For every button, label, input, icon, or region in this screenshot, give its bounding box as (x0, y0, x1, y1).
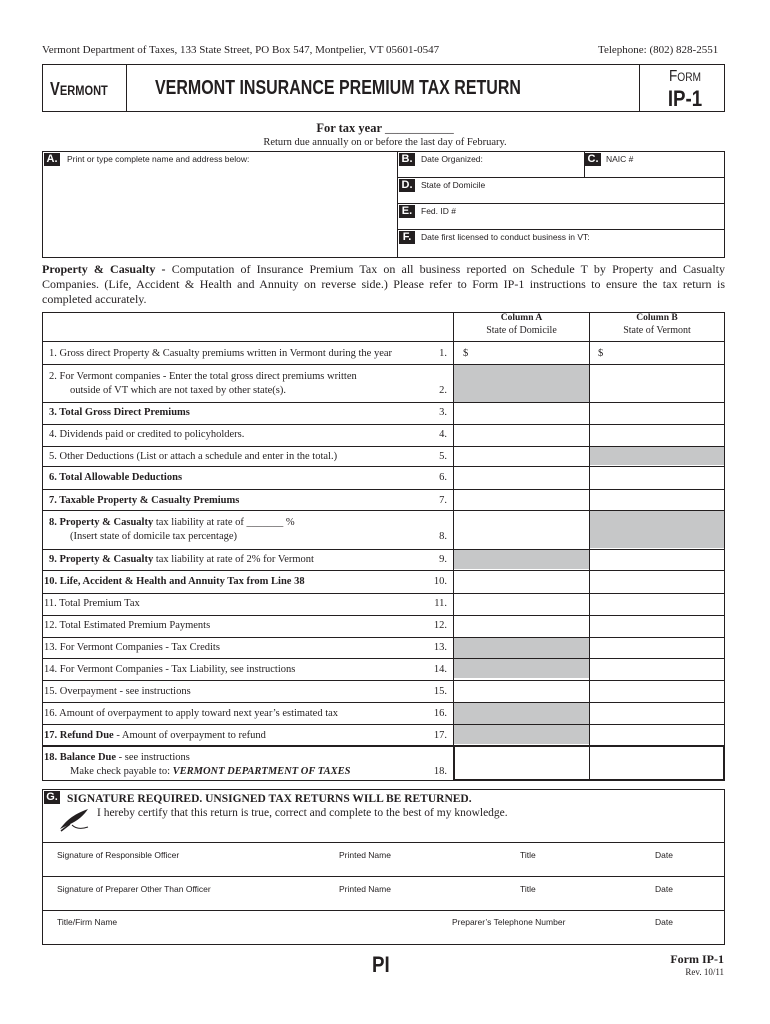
quill-pen-icon (58, 807, 92, 833)
line-18b-input[interactable] (591, 748, 722, 779)
printed-name-label-1: Printed Name (339, 850, 391, 860)
line-6b-input[interactable] (591, 468, 723, 488)
vermont-logo-text: VERMONT (50, 79, 108, 99)
shaded-cell-16-17a (454, 702, 589, 744)
line-11a-input[interactable] (455, 595, 588, 614)
line-17b-input[interactable] (591, 726, 723, 744)
line-8-number: 8. (439, 531, 447, 542)
box-a-letter: A. (44, 153, 60, 166)
date-first-licensed-field[interactable] (590, 230, 724, 256)
fed-id-field[interactable] (465, 204, 724, 228)
title-firm-name-label: Title/Firm Name (57, 917, 118, 927)
line-3a-input[interactable] (455, 404, 588, 423)
line-3-label: 3. Total Gross Direct Premiums (49, 407, 190, 418)
signature-required-notice: SIGNATURE REQUIRED. UNSIGNED TAX RETURNS WILL BE RETURNED. (67, 793, 472, 805)
line-9-number: 9. (439, 554, 447, 565)
line-15a-input[interactable] (455, 682, 588, 701)
page-code: PI (372, 952, 390, 977)
line-3-number: 3. (439, 407, 447, 418)
line-11b-input[interactable] (591, 595, 723, 614)
line-18-label: 18. Balance Due - see instructions (44, 752, 190, 763)
box-a-label: Print or type complete name and address below: (67, 154, 250, 164)
line-4-number: 4. (439, 429, 447, 440)
line-2-number: 2. (439, 385, 447, 396)
intro-bold: Property & Casualty - (42, 262, 172, 276)
line-14-label: 14. For Vermont Companies - Tax Liability, see instructions (44, 664, 296, 675)
printed-name-label-2: Printed Name (339, 884, 391, 894)
line-11-number: 11. (434, 598, 447, 609)
line-8-label-cont: (Insert state of domicile tax percentage) (70, 531, 238, 542)
column-b-subtitle: State of Vermont (623, 325, 691, 336)
line-7a-input[interactable] (455, 491, 588, 509)
tax-year-label: For tax year (316, 121, 382, 135)
responsible-officer-signature-label: Signature of Responsible Officer (57, 850, 180, 860)
line-6-number: 6. (439, 472, 447, 483)
responsible-officer-signature-field[interactable] (44, 861, 723, 875)
line-16-label: 16. Amount of overpayment to apply toward next year’s estimated tax (44, 708, 339, 719)
tax-year-input[interactable]: ___________ (384, 121, 454, 135)
line-10a-input[interactable] (455, 572, 588, 592)
state-of-domicile-field[interactable] (490, 178, 724, 202)
line-5-label: 5. Other Deductions (List or attach a schedule and enter in the total.) (49, 451, 338, 462)
box-c-label: NAIC # (606, 154, 634, 164)
line-12b-input[interactable] (591, 617, 723, 636)
line-5-number: 5. (439, 451, 447, 462)
line-1b-input[interactable] (607, 343, 723, 363)
date-label-1: Date (655, 850, 673, 860)
box-g-letter: G. (44, 791, 60, 804)
column-a-title: Column A (500, 313, 543, 323)
intro-paragraph (42, 262, 725, 307)
line-17-label: 17. Refund Due - Amount of overpayment to refund (44, 730, 266, 741)
line-18-payee-line: Make check payable to: VERMONT DEPARTMENT OF TAXES (70, 766, 351, 777)
line-14-number: 14. (433, 664, 447, 675)
line-3b-input[interactable] (591, 404, 723, 423)
shaded-cell-8b (590, 510, 724, 548)
box-f-label: Date first licensed to conduct business in VT: (421, 232, 590, 242)
line-11-label: 11. Total Premium Tax (44, 598, 140, 609)
line-4b-input[interactable] (591, 426, 723, 445)
line-13-label: 13. For Vermont Companies - Tax Credits (44, 642, 220, 653)
box-c-letter: C. (585, 153, 601, 166)
column-a-subtitle: State of Domicile (486, 325, 557, 336)
line-13-number: 13. (433, 642, 447, 653)
line-16-number: 16. (433, 708, 447, 719)
line-2-label: 2. For Vermont companies - Enter the total gross direct premiums written (49, 371, 357, 382)
line-12a-input[interactable] (455, 617, 588, 636)
box-e-letter: E. (399, 205, 415, 218)
department-address: Vermont Department of Taxes, 133 State Street, PO Box 547, Montpelier, VT 05601-0547 (42, 44, 440, 56)
footer-revision: Rev. 10/11 (685, 967, 724, 977)
line-8-label: 8. Property & Casualty tax liability at rate of _______ % (49, 517, 295, 528)
box-e-label: Fed. ID # (421, 206, 456, 216)
line-1a-input[interactable] (472, 343, 588, 363)
line-16b-input[interactable] (591, 704, 723, 723)
column-b-title: Column B (636, 313, 678, 323)
box-b-label: Date Organized: (421, 154, 483, 164)
line-7-number: 7. (439, 495, 447, 506)
name-address-field[interactable] (60, 168, 394, 254)
box-f-letter: F. (399, 231, 415, 244)
box-d-letter: D. (399, 179, 415, 192)
form-title: VERMONT INSURANCE PREMIUM TAX RETURN (155, 77, 521, 99)
line-5a-input[interactable] (455, 448, 588, 465)
line-17-number: 17. (433, 730, 447, 741)
due-note: Return due annually on or before the last day of February. (263, 137, 507, 148)
line-7b-input[interactable] (591, 491, 723, 509)
line-1b-dollar: $ (598, 348, 604, 359)
line-10-label: 10. Life, Accident & Health and Annuity Tax from Line 38 (44, 576, 305, 587)
line-15-label: 15. Overpayment - see instructions (44, 686, 191, 697)
line-15-number: 15. (433, 686, 447, 697)
line-8a-input[interactable] (455, 512, 588, 548)
preparer-telephone-label: Preparer’s Telephone Number (452, 917, 566, 927)
date-organized-field[interactable] (484, 152, 580, 176)
line-1-number: 1. (439, 348, 447, 359)
line-6-label: 6. Total Allowable Deductions (49, 472, 183, 483)
line-15b-input[interactable] (591, 682, 723, 701)
tax-year-line (0, 121, 770, 136)
line-10b-input[interactable] (591, 572, 723, 592)
line-12-label: 12. Total Estimated Premium Payments (44, 620, 211, 631)
line-7-label: 7. Taxable Property & Casualty Premiums (49, 495, 240, 506)
department-telephone: Telephone: (802) 828-2551 (598, 44, 719, 56)
preparer-signature-label: Signature of Preparer Other Than Officer (57, 884, 211, 894)
line-18-number: 18. (433, 766, 447, 777)
line-9b-input[interactable] (591, 551, 723, 569)
naic-field[interactable] (640, 152, 724, 176)
certification-statement: I hereby certify that this return is true, correct and complete to the best of my knowledge. (97, 807, 508, 819)
box-b-letter: B. (399, 153, 415, 166)
box-d-label: State of Domicile (421, 180, 486, 190)
title-label-2: Title (520, 884, 536, 894)
line-6a-input[interactable] (455, 468, 588, 488)
title-firm-name-field[interactable] (44, 928, 723, 943)
line-1a-dollar: $ (463, 348, 469, 359)
line-12-number: 12. (433, 620, 447, 631)
line-9-label: 9. Property & Casualty tax liability at rate of 2% for Vermont (49, 554, 314, 565)
shaded-cell-9a (454, 550, 589, 569)
footer-form-name: Form IP-1 (670, 952, 724, 966)
date-label-3: Date (655, 917, 673, 927)
line-4-label: 4. Dividends paid or credited to policyholders. (49, 429, 245, 440)
line-2b-input[interactable] (591, 366, 723, 401)
line-14b-input[interactable] (591, 660, 723, 679)
line-1-label: 1. Gross direct Property & Casualty premiums written in Vermont during the year (49, 348, 393, 359)
shaded-cell-5b (590, 446, 724, 465)
form-label: FORM (668, 68, 702, 85)
title-bar (42, 64, 725, 112)
date-label-2: Date (655, 884, 673, 894)
line-2-label-cont: outside of VT which are not taxed by other state(s). (70, 385, 286, 396)
line-4a-input[interactable] (455, 426, 588, 445)
line-13b-input[interactable] (591, 639, 723, 657)
shaded-cell-2a (454, 364, 589, 402)
title-label-1: Title (520, 850, 536, 860)
intro-text: Computation of Insurance Premium Tax on all business reported on Schedule T by Property and Casualty Companies. (Life, Accident & Health and Annuity on reverse side.) Please refer to Form IP-1 instructions to ensure the tax return is completed accurately. (42, 262, 726, 306)
line-18a-input[interactable] (456, 748, 588, 779)
line-10-number: 10. (433, 576, 447, 587)
form-number: IP-1 (667, 86, 703, 111)
preparer-signature-field[interactable] (44, 895, 723, 909)
